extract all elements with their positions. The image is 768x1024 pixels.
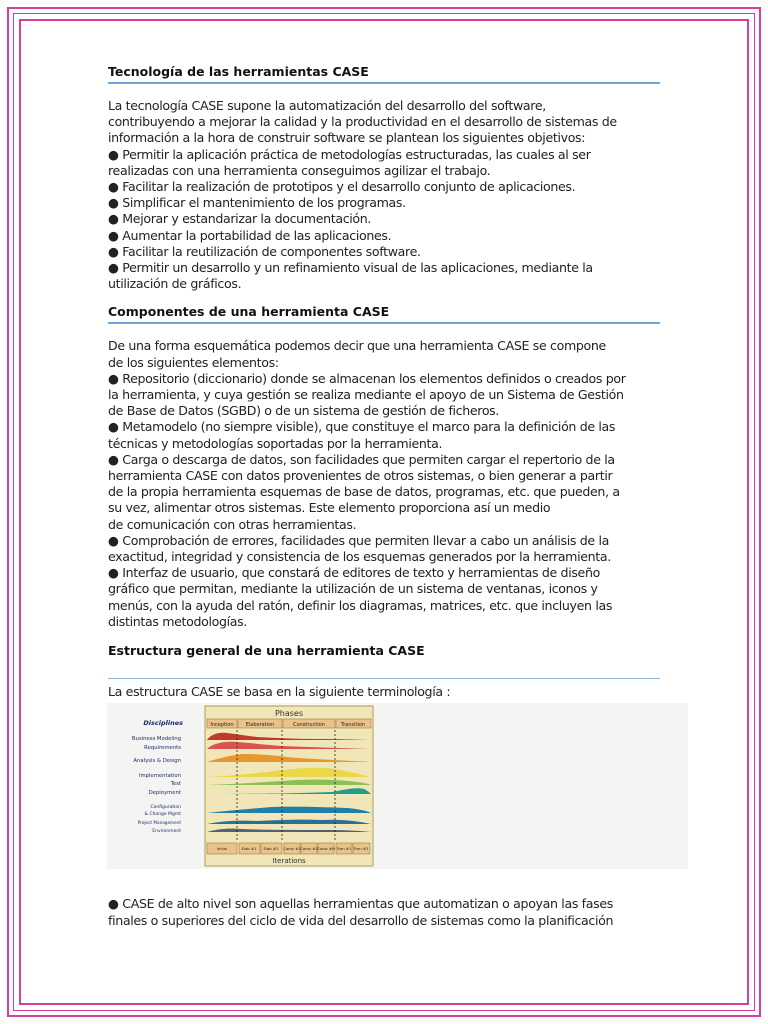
iteration-label: Const #2 — [300, 846, 318, 852]
discipline-label: Environment — [152, 829, 181, 835]
discipline-label: Business Modeling — [131, 736, 181, 743]
bullet-line: ● Aumentar la portabilidad de las aplicaciones. — [108, 227, 392, 243]
paragraph-case-alto-nivel — [108, 896, 660, 928]
bullet-line: ● Comprobación de errores, facilidades que permiten llevar a cabo un análisis de la — [108, 532, 609, 548]
discipline-label: & Change Mgmt — [144, 812, 181, 818]
bullet-line: ● Permitir un desarrollo y un refinamiento visual de las aplicaciones, mediante la — [108, 260, 593, 276]
heading-tecnologia: Tecnología de las herramientas CASE — [108, 64, 660, 84]
iterations-title: Iterations — [272, 857, 306, 866]
bullet-line: ● Permitir la aplicación práctica de metodologías estructuradas, las cuales al ser — [108, 146, 591, 162]
text-line: distintas metodologías. — [108, 613, 247, 629]
iteration-label: Const #N — [316, 846, 336, 852]
diagram-frame — [205, 706, 373, 866]
paragraph-tecnologia — [108, 98, 660, 292]
bullet-line: ● Simplificar el mantenimiento de los programas. — [108, 195, 406, 211]
iteration-label: Elab #2 — [263, 846, 279, 852]
phase-label: Construction — [293, 722, 325, 729]
discipline-label: Test — [170, 781, 181, 788]
discipline-label: Project Management — [137, 820, 181, 826]
bullet-line: ● Repositorio (diccionario) donde se almacenan los elementos definidos o creados por — [108, 370, 626, 386]
text-line: finales o superiores del ciclo de vida del desarrollo de sistemas como la planificación — [108, 912, 614, 928]
bullet-line: ● Metamodelo (no siempre visible), que constituye el marco para la definición de las — [108, 419, 616, 435]
discipline-label: Analysis & Design — [133, 758, 181, 765]
text-line: gráfico que permitan, mediante la utilización de un sistema de ventanas, iconos y — [108, 581, 598, 597]
text-line: información a la hora de construir software se plantean los siguientes objetivos: — [108, 130, 586, 146]
iteration-row — [207, 843, 370, 854]
text-line: herramienta CASE con datos provenientes de otros sistemas, o bien generar a partir — [108, 468, 613, 484]
text-line: de los siguientes elementos: — [108, 354, 279, 370]
disciplines-title: Disciplines — [143, 719, 183, 728]
text-line: menús, con la ayuda del ratón, definir los diagramas, matrices, etc. que incluyen las — [108, 597, 613, 613]
paragraph-componentes — [108, 338, 660, 630]
bullet-line: ● Interfaz de usuario, que constará de editores de texto y herramientas de diseño — [108, 565, 600, 581]
heading-estructura: Estructura general de una herramienta CASE — [108, 643, 660, 679]
iteration-label: Elab #1 — [241, 846, 257, 852]
text-line: exactitud, integridad y consistencia de los esquemas generados por la herramienta. — [108, 549, 611, 565]
phase-label: Inception — [210, 722, 234, 729]
discipline-label: Configuration — [150, 805, 181, 811]
text-line: De una forma esquemática podemos decir que una herramienta CASE se compone — [108, 338, 606, 354]
discipline-label: Requirements — [144, 745, 181, 752]
phase-label: Transition — [340, 722, 366, 729]
bullet-line: ● Facilitar la reutilización de componentes software. — [108, 243, 421, 259]
phase-label: Elaboration — [245, 722, 275, 729]
text-line: técnicas y metodologías soportadas por la herramienta. — [108, 435, 443, 451]
rup-diagram-svg — [107, 703, 688, 869]
discipline-label: Deployment — [148, 790, 181, 797]
bullet-line: ● Facilitar la realización de prototipos y el desarrollo conjunto de aplicaciones. — [108, 179, 576, 195]
text-line: su vez, alimentar otros sistemas. Este elemento proporciona así un medio — [108, 500, 551, 516]
text-line: utilización de gráficos. — [108, 276, 242, 292]
text-line: de la propia herramienta esquemas de base de datos, programas, etc. que pueden, a — [108, 484, 620, 500]
phases-title: Phases — [274, 709, 304, 719]
paragraph-estructura — [108, 684, 660, 700]
phase-header-row — [207, 719, 371, 728]
rup-phases-diagram — [107, 703, 688, 869]
text-line: la herramienta, y cuya gestión se realiza mediante el apoyo de un Sistema de Gestión — [108, 387, 624, 403]
document-body — [108, 64, 660, 929]
discipline-label: Implementation — [138, 773, 181, 780]
bullet-line: ● CASE de alto nivel son aquellas herramientas que automatizan o apoyan las fases — [108, 896, 613, 912]
iteration-label: Tran #1 — [336, 846, 352, 852]
iteration-label: Const #1 — [283, 846, 301, 852]
iteration-label: Tran #2 — [353, 846, 369, 852]
bullet-line: ● Mejorar y estandarizar la documentación. — [108, 211, 372, 227]
heading-componentes: Componentes de una herramienta CASE — [108, 304, 660, 324]
text-line: realizadas con una herramienta conseguimos agilizar el trabajo. — [108, 162, 491, 178]
text-line: La tecnología CASE supone la automatización del desarrollo del software, — [108, 98, 546, 113]
text-line: de Base de Datos (SGBD) o de un sistema de gestión de ficheros. — [108, 403, 500, 419]
text-line: contribuyendo a mejorar la calidad y la productividad en el desarrollo de sistemas de — [108, 114, 617, 130]
text-line: de comunicación con otras herramientas. — [108, 516, 357, 532]
iteration-label: Initial — [216, 846, 228, 852]
discipline-labels — [132, 736, 181, 834]
bullet-line: ● Carga o descarga de datos, son facilidades que permiten cargar el repertorio de la — [108, 451, 615, 467]
text-line: La estructura CASE se basa en la siguiente terminología : — [108, 684, 451, 700]
